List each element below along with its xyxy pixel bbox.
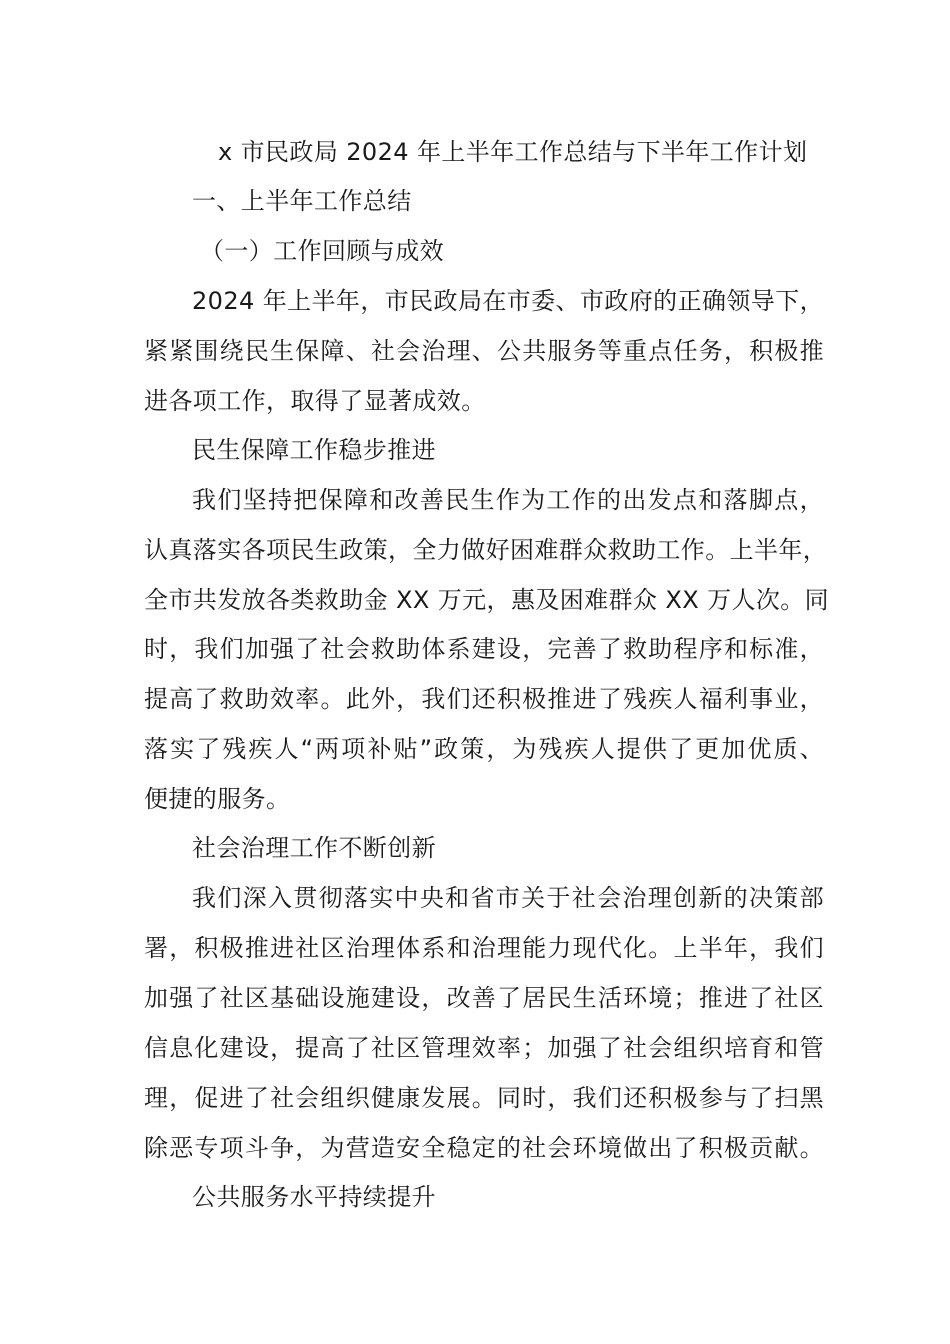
paragraph-line: 我们深入贯彻落实中央和省市关于社会治理创新的决策部 [192, 884, 824, 912]
section-title-livelihood: 民生保障工作稳步推进 [192, 436, 436, 464]
paragraph-line: 落实了残疾人“两项补贴”政策，为残疾人提供了更加优质、 [144, 735, 824, 763]
paragraph-line: 便捷的服务。 [144, 785, 291, 813]
paragraph-line: 进各项工作，取得了显著成效。 [144, 387, 486, 415]
paragraph-line: 2024 年上半年，市民政局在市委、市政府的正确领导下， [192, 287, 824, 315]
paragraph-line: 紧紧围绕民生保障、社会治理、公共服务等重点任务，积极推 [144, 337, 824, 365]
paragraph-line: 署，积极推进社区治理体系和治理能力现代化。上半年，我们 [144, 934, 824, 962]
paragraph-line: 信息化建设，提高了社区管理效率；加强了社会组织培育和管 [144, 1034, 824, 1062]
section-title-public-service: 公共服务水平持续提升 [192, 1183, 436, 1211]
paragraph-line: 认真落实各项民生政策，全力做好困难群众救助工作。上半年， [144, 536, 828, 564]
heading-upper-half-summary: 一、上半年工作总结 [192, 187, 412, 215]
paragraph-line: 理，促进了社会组织健康发展。同时，我们还积极参与了扫黑 [144, 1084, 824, 1112]
paragraph-line: 加强了社区基础设施建设，改善了居民生活环境；推进了社区 [144, 984, 824, 1012]
paragraph-line: 除恶专项斗争，为营造安全稳定的社会环境做出了积极贡献。 [144, 1134, 824, 1162]
paragraph-line: 提高了救助效率。此外，我们还积极推进了残疾人福利事业， [144, 685, 824, 713]
paragraph-line: 全市共发放各类救助金 XX 万元，惠及困难群众 XX 万人次。同 [144, 586, 830, 614]
paragraph-line: 我们坚持把保障和改善民生作为工作的出发点和落脚点， [192, 486, 824, 514]
document-title: x 市民政局 2024 年上半年工作总结与下半年工作计划 [218, 138, 808, 166]
subheading-review: （一）工作回顾与成效 [200, 237, 444, 265]
paragraph-line: 时，我们加强了社会救助体系建设，完善了救助程序和标准， [144, 635, 824, 663]
section-title-social-governance: 社会治理工作不断创新 [192, 834, 436, 862]
